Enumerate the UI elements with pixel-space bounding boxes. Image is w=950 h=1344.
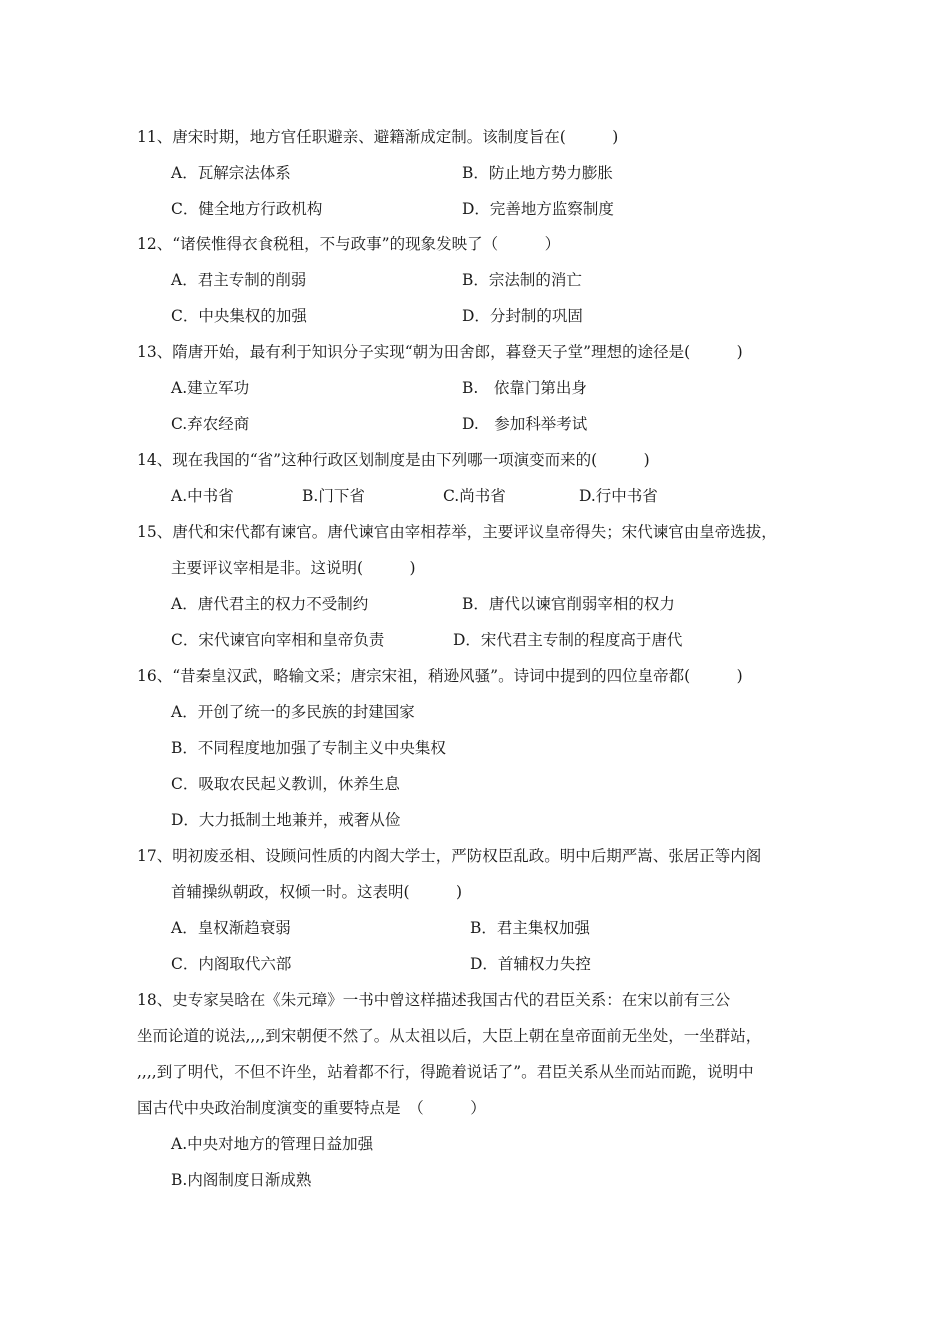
question-17-option-b: B．君主集权加强: [470, 919, 590, 937]
question-18-stem-line-3: ,,,,到了明代，不但不许坐，站着都不行，得跪着说话了”。君臣关系从坐而站而跪，说明中: [137, 1063, 754, 1081]
question-11-option-c: C．健全地方行政机构: [171, 200, 323, 218]
question-17-option-c: C．内阁取代六部: [171, 955, 292, 973]
question-17-stem-line-2: 首辅操纵朝政，权倾一时。这表明( ): [171, 883, 463, 901]
question-18-stem-line-1: 18、史专家吴晗在《朱元璋》一书中曾这样描述我国古代的君臣关系：在宋以前有三公: [137, 991, 731, 1009]
question-18-option-b: B.内阁制度日渐成熟: [171, 1171, 312, 1189]
question-12-option-a: A．君主专制的削弱: [171, 271, 307, 289]
question-17-option-a: A．皇权渐趋衰弱: [171, 919, 291, 937]
question-14-option-a: A.中书省: [171, 487, 234, 505]
question-14-option-c: C.尚书省: [443, 487, 506, 505]
question-13-option-a: A.建立军功: [171, 379, 250, 397]
question-16-option-b: B．不同程度地加强了专制主义中央集权: [171, 739, 446, 757]
question-13-stem: 13、隋唐开始，最有利于知识分子实现“朝为田舍郎，暮登天子堂”理想的途径是( ): [137, 343, 743, 361]
question-15-stem-line-2: 主要评议宰相是非。这说明( ): [171, 559, 416, 577]
question-11-option-d: D．完善地方监察制度: [462, 200, 614, 218]
question-18-stem-line-2: 坐而论道的说法,,,,到宋朝便不然了。从太祖以后，大臣上朝在皇帝面前无坐处，一坐群站，: [137, 1027, 762, 1045]
question-15-option-d: D．宋代君主专制的程度高于唐代: [453, 631, 683, 649]
question-14-stem: 14、现在我国的“省”这种行政区划制度是由下列哪一项演变而来的( ): [137, 451, 650, 469]
question-12-option-b: B．宗法制的消亡: [462, 271, 582, 289]
question-11-option-a: A．瓦解宗法体系: [171, 164, 291, 182]
question-16-stem: 16、“昔秦皇汉武，略输文采；唐宗宋祖，稍逊风骚”。诗词中提到的四位皇帝都( ): [137, 667, 743, 685]
question-16-option-d: D．大力抵制土地兼并，戒奢从俭: [171, 811, 401, 829]
question-13-option-d: D. 参加科举考试: [462, 415, 588, 433]
question-13-option-b: B. 依靠门第出身: [462, 379, 587, 397]
question-11-option-b: B．防止地方势力膨胀: [462, 164, 613, 182]
question-17-stem-line-1: 17、明初废丞相、设顾问性质的内阁大学士，严防权臣乱政。明中后期严嵩、张居正等内阁: [137, 847, 762, 865]
question-12-stem: 12、“诸侯惟得衣食税租，不与政事”的现象发映了（ ）: [137, 235, 561, 253]
question-14-option-b: B.门下省: [302, 487, 365, 505]
question-14-option-d: D.行中书省: [579, 487, 658, 505]
question-18-stem-line-4: 国古代中央政治制度演变的重要特点是 （ ）: [137, 1099, 486, 1117]
question-15-stem-line-1: 15、唐代和宋代都有谏官。唐代谏官由宰相荐举，主要评议皇帝得失；宋代谏官由皇帝选拔，: [137, 523, 777, 541]
question-15-option-c: C．宋代谏官向宰相和皇帝负责: [171, 631, 385, 649]
question-17-option-d: D．首辅权力失控: [470, 955, 591, 973]
question-18-option-a: A.中央对地方的管理日益加强: [171, 1135, 374, 1153]
question-16-option-c: C．吸取农民起义教训，休养生息: [171, 775, 400, 793]
question-11-stem: 11、唐宋时期，地方官任职避亲、避籍渐成定制。该制度旨在( ): [137, 128, 619, 146]
question-15-option-a: A．唐代君主的权力不受制约: [171, 595, 369, 613]
question-16-option-a: A．开创了统一的多民族的封建国家: [171, 703, 415, 721]
question-13-option-c: C.弃农经商: [171, 415, 250, 433]
question-12-option-c: C．中央集权的加强: [171, 307, 307, 325]
question-12-option-d: D．分封制的巩固: [462, 307, 583, 325]
question-15-option-b: B．唐代以谏官削弱宰相的权力: [462, 595, 675, 613]
